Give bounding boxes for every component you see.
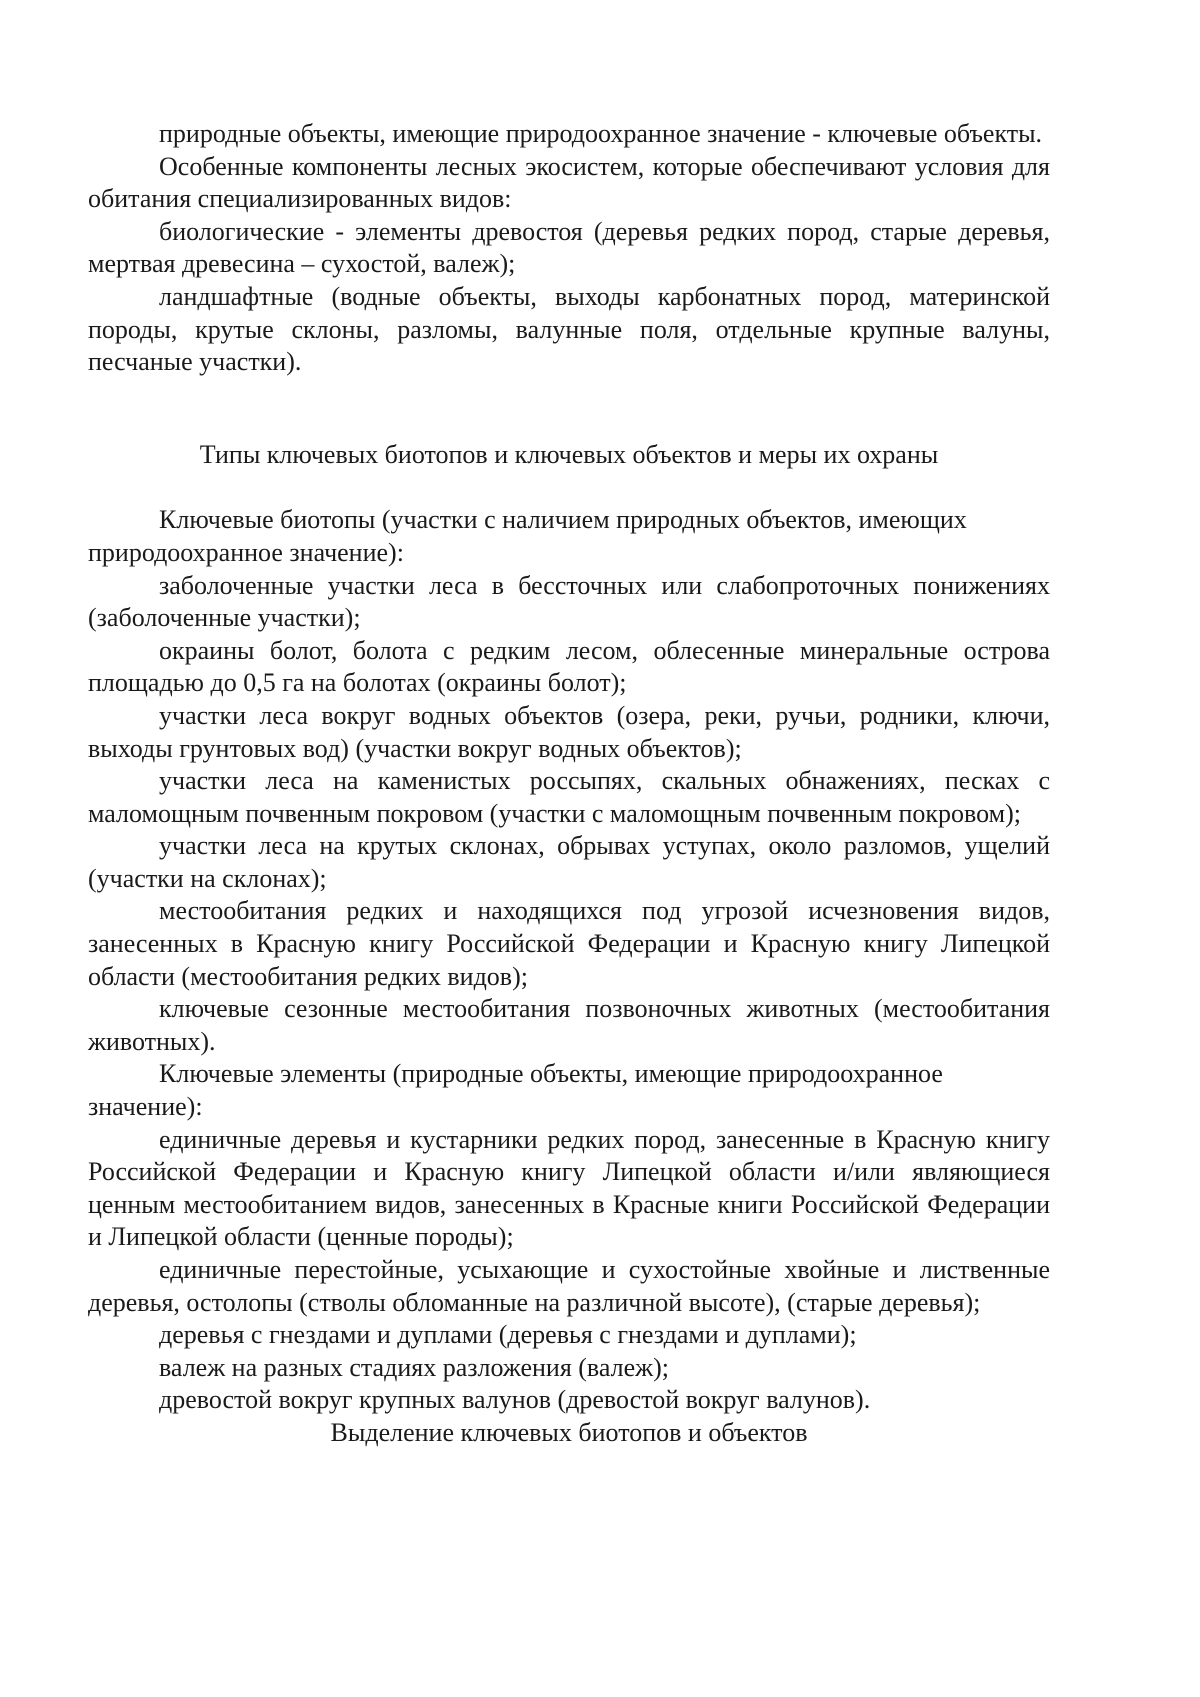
paragraph-biological: биологические - элементы древостоя (деревья редких пород, старые деревья, мертвая древесина – сухостой, валеж); <box>88 216 1050 279</box>
paragraph-elements-intro: Ключевые элементы (природные объекты, имеющие природоохранное значение): <box>88 1059 943 1122</box>
paragraph-biotopes-intro: Ключевые биотопы (участки с наличием природных объектов, имеющих природоохранное значение): <box>88 505 967 567</box>
list-item-biotope: участки леса на крутых склонах, обрывах уступах, около разломов, ущелий (участки на склонах); <box>88 831 1050 893</box>
list-item-biotope: местообитания редких и находящихся под угрозой исчезновения видов, занесенных в Красную книгу Российской Федерации и Красную книгу Липецкой области (местообитания редких видов); <box>88 896 1050 991</box>
list-item-element: валеж на разных стадиях разложения (валеж); <box>159 1352 669 1382</box>
list-item-element: деревья с гнездами и дуплами (деревья с гнездами и дуплами); <box>159 1320 857 1350</box>
list-item-biotope: окраины болот, болота с редким лесом, облесенные минеральные острова площадью до 0,5 га на болотах (окраины болот); <box>88 635 1050 698</box>
list-item-element: единичные перестойные, усыхающие и сухостойные хвойные и лиственные деревья, остолопы (стволы обломанные на различной высоте), (старые деревья); <box>88 1255 1050 1317</box>
list-item-biotope: заболоченные участки леса в бессточных или слабопроточных понижениях (заболоченные участки); <box>88 570 1050 633</box>
list-item-biotope: ключевые сезонные местообитания позвоночных животных (местообитания животных). <box>88 994 1050 1056</box>
paragraph-special-components: Особенные компоненты лесных экосистем, которые обеспечивают условия для обитания специализированных видов: <box>88 151 1050 214</box>
section-heading: Типы ключевых биотопов и ключевых объектов и меры их охраны <box>199 439 939 469</box>
list-item-biotope: участки леса на каменистых россыпях, скальных обнажениях, песках с маломощным почвенным покровом (участки с маломощным почвенным покровом); <box>88 766 1050 828</box>
final-heading: Выделение ключевых биотопов и объектов <box>330 1417 808 1447</box>
list-item-biotope: участки леса вокруг водных объектов (озера, реки, ручьи, родники, ключи, выходы грунтовых вод) (участки вокруг водных объектов); <box>88 700 1050 763</box>
list-item-element: древостой вокруг крупных валунов (древостой вокруг валунов). <box>159 1385 871 1415</box>
paragraph-landscape: ландшафтные (водные объекты, выходы карбонатных пород, материнской породы, крутые склоны, разломы, валунные поля, отдельные крупные валуны, песчаные участки). <box>88 281 1050 377</box>
paragraph-key-objects: природные объекты, имеющие природоохранное значение - ключевые объекты. <box>159 119 1043 148</box>
document-page <box>88 118 1050 1450</box>
list-item-element: единичные деревья и кустарники редких пород, занесенные в Красную книгу Российской Федерации и Красную книгу Липецкой области и/или являющиеся ценным местообитанием видов, занесенных в Красные книги Российской Федерации и Липецкой области (ценные породы); <box>88 1124 1050 1252</box>
